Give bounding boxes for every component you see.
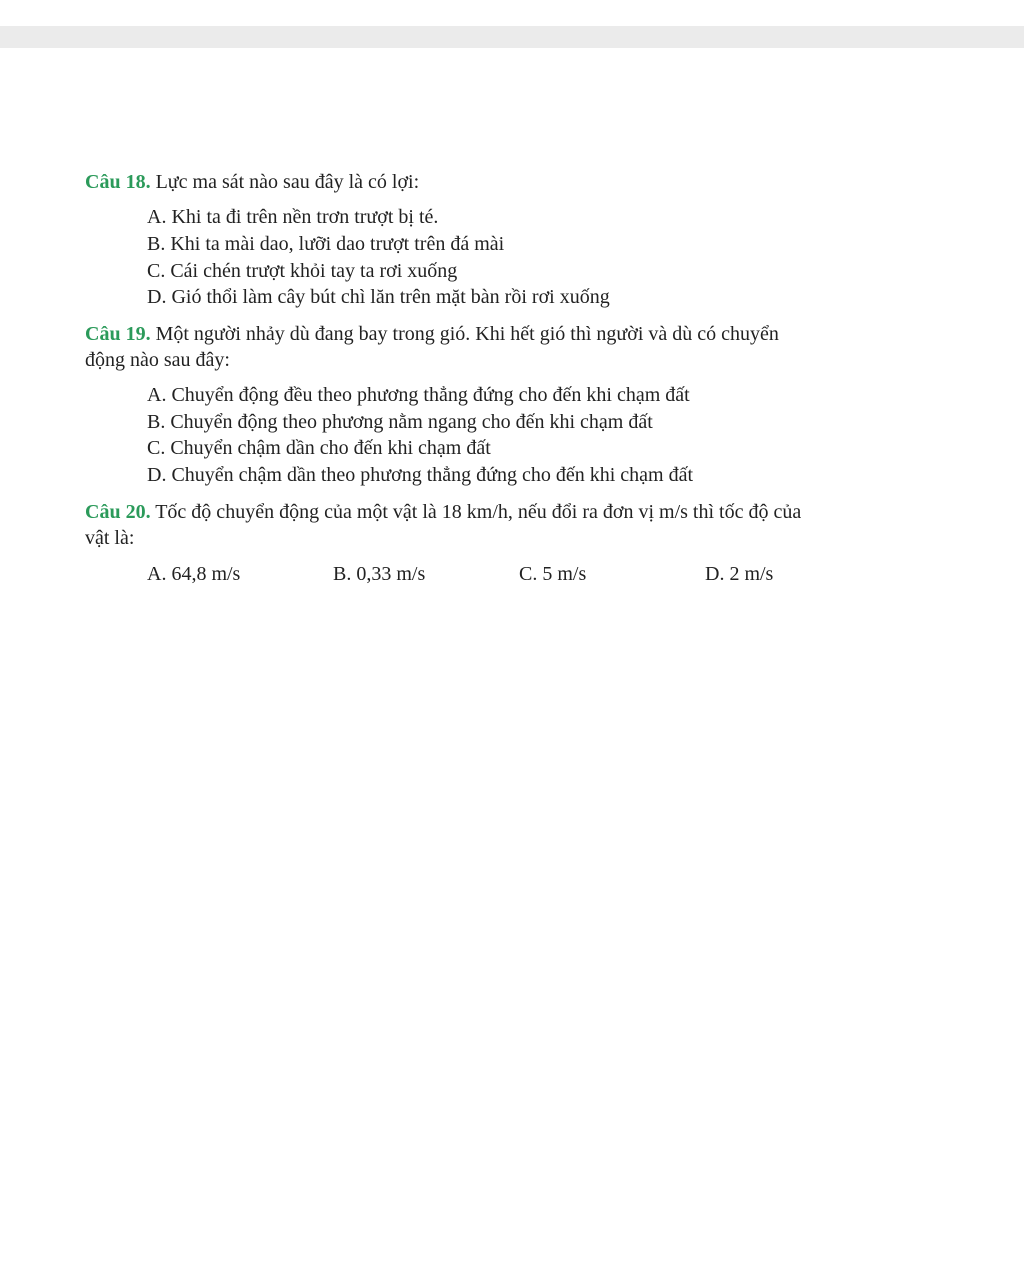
question-20-option-d: D. 2 m/s (705, 563, 774, 585)
question-19-text-continued: động nào sau đây: (85, 349, 230, 371)
question-20-option-c: C. 5 m/s (519, 563, 587, 585)
question-18-stem (85, 169, 419, 195)
question-18-label: Câu 18. (85, 171, 151, 193)
question-19-option-d: D. Chuyển chậm dần theo phương thẳng đứng cho đến khi chạm đất (147, 464, 694, 486)
question-20-option-b: B. 0,33 m/s (333, 563, 426, 585)
question-20-label: Câu 20. (85, 501, 151, 523)
question-18-option-d: D. Gió thổi làm cây bút chì lăn trên mặt bàn rồi rơi xuống (147, 286, 610, 308)
question-20-option-a: A. 64,8 m/s (147, 563, 241, 585)
question-19-option-b: B. Chuyển động theo phương nằm ngang cho đến khi chạm đất (147, 411, 653, 433)
question-18-option-b: B. Khi ta mài dao, lưỡi dao trượt trên đá mài (147, 233, 505, 255)
question-19-stem (85, 321, 779, 347)
question-20-text-continued: vật là: (85, 527, 135, 549)
question-18-text: Lực ma sát nào sau đây là có lợi: (150, 171, 420, 193)
question-19-option-a: A. Chuyển động đều theo phương thẳng đứng cho đến khi chạm đất (147, 384, 690, 406)
question-20-text: Tốc độ chuyển động của một vật là 18 km/h, nếu đổi ra đơn vị m/s thì tốc độ của (150, 501, 802, 523)
question-19-label: Câu 19. (85, 323, 151, 345)
question-18-option-a: A. Khi ta đi trên nền trơn trượt bị té. (147, 206, 439, 228)
question-19-option-c: C. Chuyển chậm dần cho đến khi chạm đất (147, 437, 491, 459)
question-18-option-c: C. Cái chén trượt khỏi tay ta rơi xuống (147, 260, 458, 282)
question-20-stem (85, 499, 801, 525)
question-19-text: Một người nhảy dù đang bay trong gió. Khi hết gió thì người và dù có chuyển (150, 323, 779, 345)
